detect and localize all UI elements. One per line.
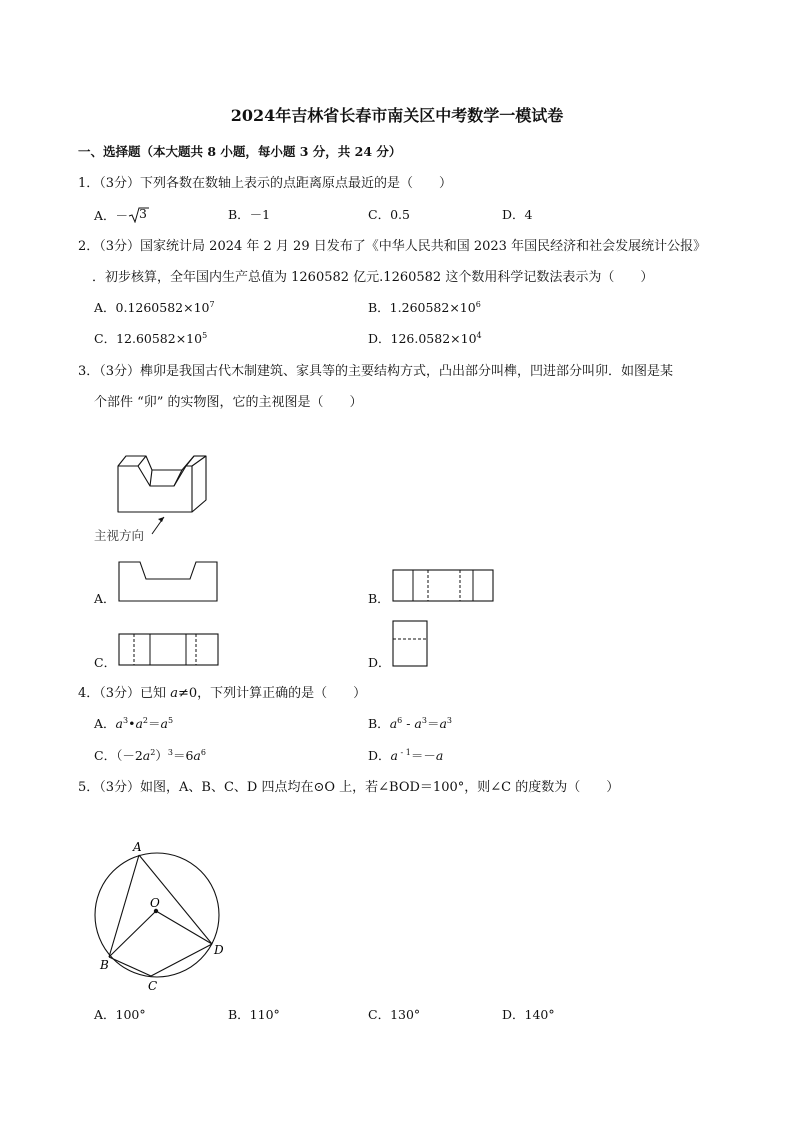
q5-option-c[interactable]: C．130° (368, 1007, 421, 1022)
q4-option-d-label: D． (368, 748, 391, 763)
point-label-c: C (148, 979, 158, 993)
q1-option-a-sign: － (115, 208, 129, 223)
q2-option-b-exponent: 6 (475, 299, 481, 309)
q4-option-b-label: B． (368, 716, 390, 731)
q5-option-d[interactable]: D．140° (502, 1007, 555, 1022)
q2-option-a[interactable] (94, 299, 215, 315)
q3-option-d-label[interactable]: D． (368, 655, 391, 670)
q4-option-c-label: C． (94, 748, 117, 763)
q1-option-a-label: A． (94, 208, 116, 223)
q2-option-d[interactable] (368, 330, 482, 346)
q4-stem-post: ≠0，下列计算正确的是（ ） (177, 686, 367, 701)
q3-option-a-label[interactable]: A． (94, 591, 116, 606)
page-title: 2024年吉林省长春市南关区中考数学一模试卷 (230, 106, 564, 125)
section-header: 一、选择题（本大题共 8 小题，每小题 3 分，共 24 分） (78, 144, 402, 159)
question-1-stem: 1．（3分）下列各数在数轴上表示的点距离原点最近的是（ ） (78, 176, 453, 191)
q2-option-a-text: A．0.1260582×10 (94, 300, 210, 315)
q4-option-a-label: A． (94, 716, 116, 731)
q3-option-b-figure[interactable] (392, 569, 496, 603)
question-4-stem (78, 687, 366, 700)
question-3-stem-line1: 3．（3分）榫卯是我国古代木制建筑、家具等的主要结构方式，凸出部分叫榫，凹进部分叫卯．如图是某 (78, 364, 674, 379)
q1-option-a-radicand: 3 (139, 206, 147, 221)
direction-arrow-head (158, 517, 164, 522)
circle-o (95, 853, 219, 977)
q4-option-a[interactable]: A．$a^3•a^2=a^5$ (94, 715, 174, 731)
q1-option-c[interactable]: C．0.5 (368, 207, 410, 222)
q2-option-c-text: C．12.60582×10 (94, 331, 203, 346)
q3-option-d-figure[interactable] (392, 620, 430, 668)
q4-stem-pre: 4．（3分）已知 (78, 686, 171, 701)
q2-option-b[interactable] (368, 299, 481, 315)
q5-option-b[interactable]: B．110° (228, 1007, 280, 1022)
q1-option-b[interactable]: B．－1 (228, 207, 271, 222)
q2-option-c-exponent: 5 (202, 330, 208, 340)
question-5-stem: 5．（3分）如图，A、B、C、D 四点均在⊙O 上，若∠BOD＝100°，则∠C 的度数为（ ） (78, 780, 620, 795)
point-label-o: O (150, 896, 160, 910)
q4-option-c[interactable]: C．$(-2a^2)^3=6a^6$ (94, 747, 206, 763)
q3-option-b-label[interactable]: B． (368, 591, 390, 606)
point-label-b: B (100, 958, 109, 972)
question-3-stem-line2: 个部件 “卯” 的实物图，它的主视图是（ ） (94, 395, 363, 410)
q4-option-d[interactable]: D．a $^{- 1}$＝－a (368, 747, 444, 763)
q2-option-d-text: D．126.0582×10 (368, 331, 477, 346)
q2-option-b-text: B．1.260582×10 (368, 300, 476, 315)
point-label-a: A (133, 840, 142, 854)
question-2-stem-line2: ．初步核算，全年国内生产总值为 1260582 亿元.1260582 这个数用科学记数法表示为（ ） (92, 270, 654, 285)
circle-geometry-figure (86, 836, 236, 996)
q2-option-d-exponent: 4 (476, 330, 482, 340)
q3-option-c-figure[interactable] (118, 633, 220, 667)
sqrt-symbol (128, 207, 150, 223)
q1-option-a[interactable] (94, 207, 150, 223)
q1-option-d[interactable]: D．4 (502, 207, 533, 222)
figure-caption: 主视方向 (94, 528, 145, 543)
q3-option-c-label[interactable]: C． (94, 655, 117, 670)
q4-stem-variable: a (170, 686, 178, 701)
q2-option-c[interactable] (94, 330, 208, 346)
question-2-stem-line1: 2．（3分）国家统计局 2024 年 2 月 29 日发布了《中华人民共和国 2023 年国民经济和社会发展统计公报》 (78, 239, 707, 254)
q5-option-a[interactable]: A．100° (94, 1007, 146, 1022)
point-label-d: D (214, 943, 224, 957)
q2-option-a-exponent: 7 (209, 299, 215, 309)
mortise-3d-figure (96, 448, 226, 538)
q4-option-b[interactable]: B．$a^6 - a^3=a^3$ (368, 715, 453, 731)
q3-option-a-figure[interactable] (118, 561, 220, 603)
